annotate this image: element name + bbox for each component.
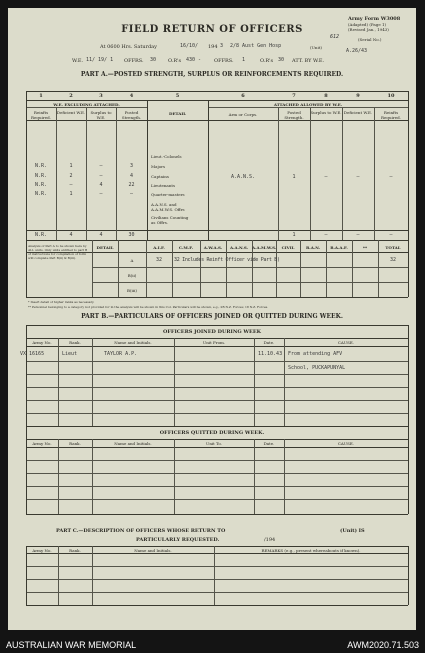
rank-civilians-b: as Offrs.: [151, 220, 169, 225]
we-label: W.E.: [72, 58, 84, 64]
att-label: ATT. BY W.E.: [292, 58, 325, 64]
row4-c1: N.R.: [34, 191, 48, 197]
total-c10: —: [389, 232, 393, 238]
ch-army-no: Army No.: [32, 548, 52, 553]
sum-h-other: **: [362, 245, 368, 250]
reinfts-required-header: Reinfts Required.: [31, 110, 51, 120]
row2-c3: —: [99, 173, 103, 179]
arm-dash-3: —: [389, 174, 393, 180]
row1-c2: 1: [69, 163, 73, 169]
offrs-value: 30: [150, 57, 157, 63]
row4-c2: 1: [69, 191, 73, 197]
arm-dash-1: —: [324, 174, 328, 180]
jh-unit-from: Unit From.: [202, 340, 226, 345]
footer-right-text: AWM2020.71.503: [347, 640, 419, 650]
deficient-header: Deficient W.E.: [56, 110, 86, 115]
form-sheet: [8, 8, 416, 630]
part-a-note: Analysis of Part A to be shown here by ALL units. Only units entitled to part B of instructions for compilation of form will complete Part B(ii) & B(iii).: [28, 244, 88, 260]
col-num-2: 2: [69, 93, 73, 99]
sum-h-aans: A.A.N.S.: [230, 245, 248, 250]
revised-note: (Revised Jan., 1943): [348, 27, 389, 32]
row2-c4: 4: [129, 173, 133, 179]
row3-c3: 4: [99, 182, 103, 188]
year-typed: 3: [220, 43, 224, 49]
sum-h-raaf: R.A.A.F.: [330, 245, 348, 250]
surplus2-header: Surplus to W.E.: [310, 110, 342, 115]
joined-title: OFFICERS JOINED DURING WEEK: [163, 329, 261, 335]
row2-c2: 2: [69, 173, 73, 179]
col-num-1: 1: [39, 93, 43, 99]
joined-cause-2: School, PUCKAPUNYAL: [288, 365, 346, 371]
part-b-title: PART B.—PARTICULARS OF OFFICERS JOINED OR QUITTED DURING WEEK.: [81, 313, 343, 320]
sum-h-awas: A.W.A.S.: [203, 245, 223, 250]
jh-rank: Rank.: [69, 340, 81, 345]
jh-army-no: Army No.: [32, 340, 52, 345]
col-num-7: 7: [292, 93, 296, 99]
rank-qm: Quarter-masters: [151, 192, 185, 197]
joined-name: TAYLOR A.P.: [104, 351, 138, 357]
joined-army-no: VX 16165: [20, 351, 45, 357]
sum-row-bii: B(ii): [127, 273, 137, 278]
form-title: FIELD RETURN OF OFFICERS: [121, 24, 303, 35]
army-form-number: Army Form W3008: [348, 16, 401, 22]
row1-c4: 3: [129, 163, 133, 169]
row1-c1: N.R.: [34, 163, 48, 169]
col-num-4: 4: [129, 93, 134, 99]
ch-name: Name and Initials.: [134, 548, 172, 553]
qh-unit-to: Unit To.: [205, 441, 223, 446]
row3-c4: 22: [128, 182, 135, 188]
ch-remarks: REMARKS (e.g., present whereabouts if known).: [261, 548, 361, 553]
sum-h-cmf: C.M.F.: [178, 245, 194, 250]
jh-name: Name and Initials.: [114, 340, 152, 345]
col-num-9: 9: [356, 93, 360, 99]
row3-c2: —: [69, 182, 73, 188]
footnote-1: * Insert detail of higher ranks as necessary.: [28, 300, 95, 304]
col-num-5: 5: [175, 93, 180, 99]
serial-label: (Serial No.): [358, 37, 382, 42]
total-c7: 1: [292, 232, 296, 238]
part-c-date-tail: /194: [264, 537, 276, 543]
sum-typed-note: 32 Includes Reinft Officer vide Part B): [174, 257, 280, 263]
reinfts-required2-header: Reinfts Required.: [381, 110, 401, 120]
deficient2-header: Deficient W.E.: [343, 110, 373, 115]
sum-total-value: 32: [389, 257, 397, 263]
sum-h-aif: A.I.F.: [153, 245, 165, 250]
offrs-label: OFFRS.: [124, 58, 144, 64]
surplus-header: Surplus to W.E.: [90, 110, 112, 120]
ors2-label: O.R's: [260, 58, 274, 64]
year-print: 194: [208, 44, 218, 50]
rank-majors: Majors: [151, 164, 166, 169]
we-excluding-attached: W.E. EXCLUDING ATTACHED.: [53, 102, 120, 107]
total-c3: 4: [99, 232, 103, 238]
adapted-note: (Adapted) (Page 1): [348, 22, 387, 27]
offrs2-value: 1: [242, 57, 246, 63]
rank-aamws: A.A.M.W.S. Offrs: [151, 207, 185, 212]
sum-aif-value: 32: [155, 257, 163, 263]
sum-h-ran: R.A.N.: [305, 245, 320, 250]
sum-h-detail: DETAIL: [96, 245, 114, 250]
unit-code: A.26/43: [346, 48, 368, 54]
joined-cause-1: From attending AFV: [288, 351, 343, 357]
joined-date: 11.10.43: [258, 351, 283, 357]
footnote-2: ** Personnel belonging to a category not provided for in the analysis will be shown in this Col. Particulars will be shown, e.g., 2B N.Z. Forces; 18 N.Z. Forces.: [28, 305, 269, 309]
rank-aans: A.A.N.S. and: [151, 202, 177, 207]
col-num-6: 6: [241, 93, 245, 99]
detail-header: DETAIL: [168, 111, 187, 116]
date-typed: 16/10/: [180, 43, 199, 49]
qh-name: Name and Initials.: [114, 441, 152, 446]
total-c4: 30: [128, 232, 135, 238]
footer-left-text: AUSTRALIAN WAR MEMORIAL: [6, 640, 137, 650]
archive-footer: [0, 638, 425, 653]
offrs2-label: OFFRS.: [214, 58, 234, 64]
total-c2: 4: [69, 232, 73, 238]
attached-allowed: ATTACHED ALLOWED BY W.E.: [273, 102, 343, 107]
posted2-header: Posted Strength.: [284, 110, 304, 120]
total-c1: N.R.: [34, 232, 48, 238]
rank-lt-col: Lieut.-Colonels: [151, 154, 182, 159]
ors-label: O.R's: [168, 58, 182, 64]
col-num-3: 3: [99, 93, 103, 99]
row4-c4: —: [129, 191, 133, 197]
rank-captains: Captains: [151, 174, 169, 179]
we-value: 11/ 19/ 1: [86, 57, 114, 63]
sum-row-a: A: [130, 258, 134, 263]
arm-dash-2: —: [356, 174, 360, 180]
qh-army-no: Army No.: [32, 441, 52, 446]
total-c9: —: [356, 232, 360, 238]
sum-h-aamws: A.A.M.W.S.: [252, 245, 277, 250]
at-label: At 0600 Hrs. Saturday: [100, 44, 157, 50]
rank-lieutenants: Lieutenants: [151, 183, 176, 188]
unit-label: (Unit): [310, 45, 322, 50]
ch-rank: Rank.: [69, 548, 81, 553]
part-a-title: PART A.—POSTED STRENGTH, SURPLUS OR REINFORCEMENTS REQUIRED.: [80, 71, 344, 78]
posted-header: Posted Strength.: [121, 110, 142, 120]
joined-rank: Lieut: [62, 351, 78, 357]
part-c-title-b: PARTICULARLY REQUESTED.: [136, 537, 220, 543]
row4-c3: —: [99, 191, 103, 197]
col-num-10: 10: [387, 93, 395, 99]
part-c-title-a: PART C.—DESCRIPTION OF OFFICERS WHOSE RETURN TO: [56, 528, 226, 534]
arm-corps-header: Arm or Corps.: [228, 112, 258, 117]
unit-typed: 2/8 Aust Gen Hosp: [230, 43, 282, 49]
part-c-unit-is: (Unit) IS: [340, 528, 365, 534]
arm-typed: A.A.N.S.: [230, 174, 256, 180]
qh-cause: CAUSE.: [337, 441, 355, 446]
row3-c1: N.R.: [34, 182, 48, 188]
quitted-title: OFFICERS QUITTED DURING WEEK.: [159, 430, 265, 436]
sum-h-civil: CIVIL: [281, 245, 295, 250]
sum-h-total: TOTAL: [385, 245, 401, 250]
row2-c1: N.R.: [34, 173, 48, 179]
row1-c3: —: [99, 163, 103, 169]
qh-date: Date.: [263, 441, 275, 446]
arm-posted: 1: [292, 174, 296, 180]
qh-rank: Rank.: [69, 441, 81, 446]
sum-row-biii: B(iii): [127, 288, 137, 293]
ors2-value: 30: [278, 57, 285, 63]
ors-value: 430 -: [186, 57, 202, 63]
col-num-8: 8: [324, 93, 328, 99]
rank-civilians: Civilians Counting: [151, 215, 189, 220]
total-c8: —: [324, 232, 328, 238]
serial-number: 612: [330, 34, 340, 40]
jh-cause: CAUSE.: [337, 340, 355, 345]
jh-date: Date.: [263, 340, 275, 345]
